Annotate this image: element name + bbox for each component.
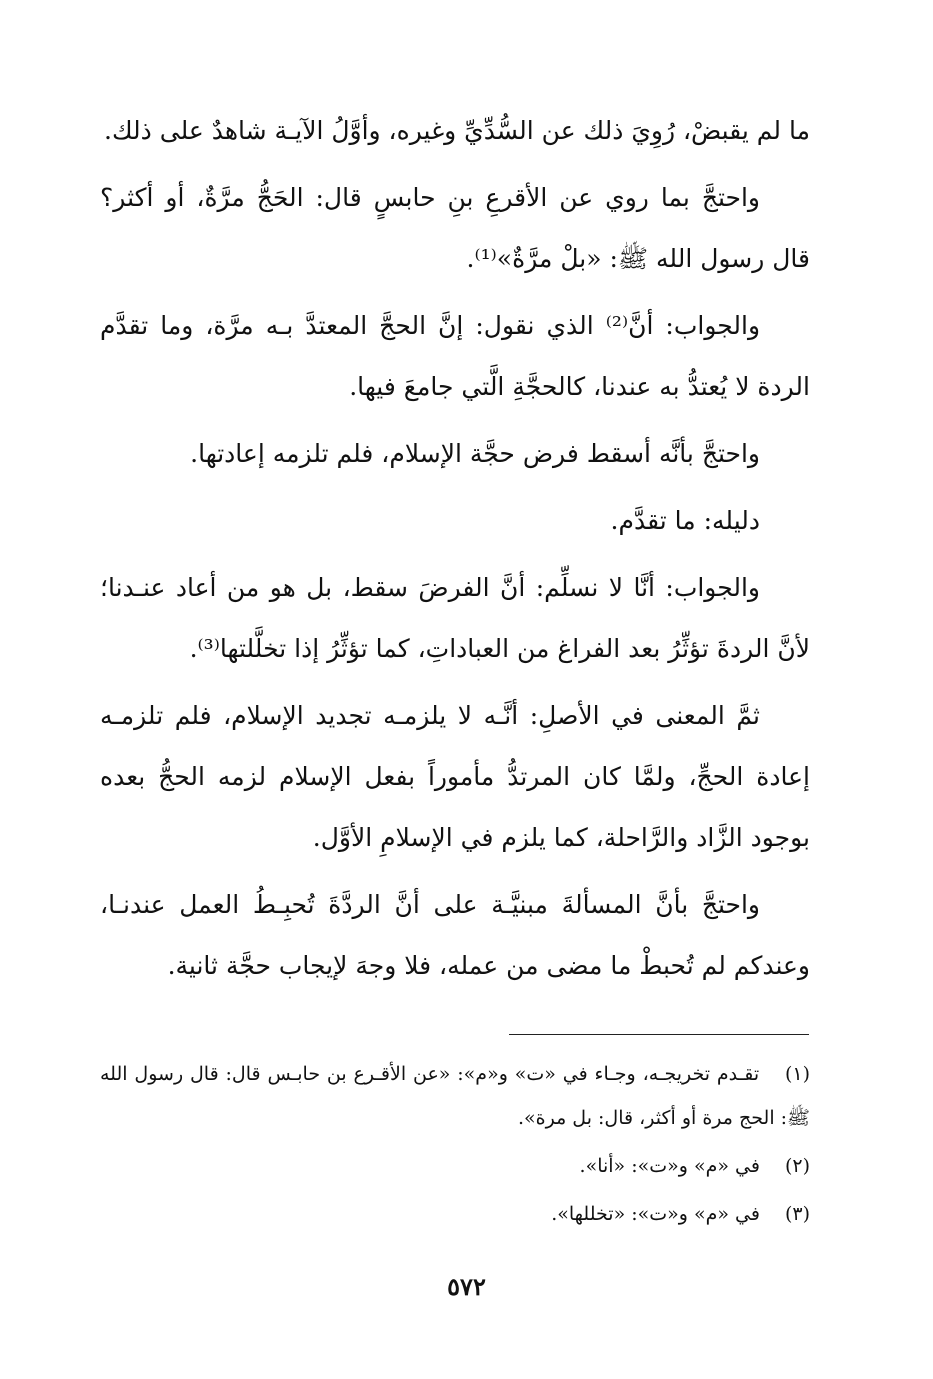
footnote-separator: [509, 1034, 809, 1035]
footnote-3: [100, 1192, 810, 1236]
footnote-text: تقـدم تخريجـه، وجـاء في «ت» و«م»: «عن الأقـرع بن حابـس قال: قال رسول الله ﷺ: الحج مرة أو أكثر، قال: بل مرة».: [100, 1063, 810, 1129]
footnote-text: في «م» و«ت»: «تخللها».: [551, 1203, 760, 1225]
footnote-text: في «م» و«ت»: «أنا».: [579, 1155, 760, 1177]
footnote-number: (٣): [784, 1203, 810, 1225]
main-text: [100, 100, 810, 1002]
paragraph-4: واحتجَّ بأنَّه أسقط فرض حجَّة الإسلام، فلم تلزمه إعادتها.: [190, 439, 760, 468]
paragraph-1: ما لم يقبضْ، رُوِيَ ذلك عن السُّدِّيِّ وغيره، وأوَّلُ الآيـة شاهدٌ على ذلك.: [104, 116, 810, 145]
paragraph-2: واحتجَّ بما روي عن الأقرعِ بنِ حابسٍ قال: الحَجُّ مرَّةٌ، أو أكثر؟ قال رسول الله ﷺ: «بلْ مرَّةٌ»⁽¹⁾.: [100, 183, 810, 273]
page-number: ٥٧٢: [447, 1272, 486, 1301]
footnote-number: (٢): [784, 1155, 810, 1177]
footnote-2: [100, 1144, 810, 1188]
footnotes: [100, 1052, 810, 1240]
paragraph-8: واحتجَّ بأنَّ المسألةَ مبنيَّـة على أنَّ الردَّةَ تُحبِـطُ العمل عندنـا، وعندكم لم تُحبطْ ما مضى من عمله، فلا وجهَ لإيجاب حجَّة ثانية.: [100, 890, 810, 980]
paragraph-7: ثمَّ المعنى في الأصلِ: أنَّـه لا يلزمـه تجديد الإسلام، فلم تلزمـه إعادة الحجِّ، ولمَّا كان المرتدُّ مأموراً بفعل الإسلام لزمه الحجُّ بعده بوجود الزَّاد والرَّاحلة، كما يلزم في الإسلامِ الأوَّل.: [100, 701, 810, 852]
paragraph-5: دليله: ما تقدَّم.: [610, 506, 760, 535]
footnote-number: (١): [784, 1063, 810, 1085]
paragraph-3: والجواب: أنَّ⁽²⁾ الذي نقول: إنَّ الحجَّ المعتدَّ بـه مرَّة، وما تقدَّم الردة لا يُعتدُّ به عندنا، كالحجَّةِ الَّتي جامعَ فيها.: [100, 311, 810, 401]
footnote-1: [100, 1052, 810, 1140]
paragraph-6: والجواب: أنَّا لا نسلِّم: أنَّ الفرضَ سقط، بل هو من أعاد عنـدنا؛ لأنَّ الردةَ تؤثِّرُ بعد الفراغ من العباداتِ، كما تؤثِّرُ إذا تخلَّلتها⁽³⁾.: [100, 573, 810, 663]
